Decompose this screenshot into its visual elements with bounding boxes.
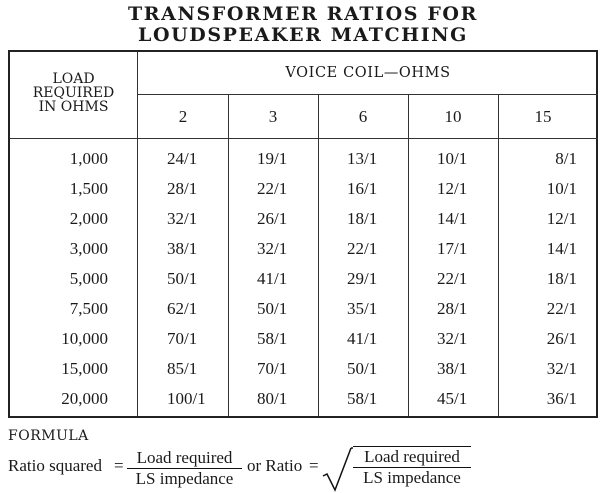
ratio-value: 38/1 [167, 239, 198, 258]
ratio-value: 58/1 [257, 329, 288, 348]
column-header: 2 [178, 107, 188, 126]
fraction-numerator: Load required [136, 448, 233, 467]
ratio-value: 22/1 [546, 299, 577, 318]
ratio-value: 19/1 [257, 149, 288, 168]
ratio-value: 12/1 [546, 209, 577, 228]
ratio-value: 35/1 [347, 299, 378, 318]
ratio-value: 50/1 [257, 299, 288, 318]
voice-coil-header: VOICE COIL—OHMS [285, 65, 451, 81]
fraction-numerator: Load required [364, 447, 460, 466]
ratio-table [8, 50, 598, 418]
ratio-value: 100/1 [167, 389, 206, 408]
ratio-value: 45/1 [437, 389, 468, 408]
load-value: 5,000 [69, 269, 108, 288]
page-title-line-2: LOUDSPEAKER MATCHING [137, 24, 469, 46]
ratio-value: 29/1 [347, 269, 378, 288]
ratio-value: 26/1 [546, 329, 577, 348]
ratio-value: 14/1 [546, 239, 577, 258]
formula-lhs: Ratio squared [8, 456, 102, 475]
ratio-value: 80/1 [257, 389, 288, 408]
square-root-icon [321, 446, 353, 492]
divider [137, 52, 138, 416]
ratio-value: 18/1 [347, 209, 378, 228]
ratio-value: 24/1 [167, 149, 198, 168]
load-value: 7,500 [69, 299, 108, 318]
ratio-value: 12/1 [437, 179, 468, 198]
column-header: 6 [358, 107, 368, 126]
ratio-value: 32/1 [546, 359, 577, 378]
load-header-line: LOAD [52, 71, 95, 87]
ratio-value: 41/1 [257, 269, 288, 288]
load-value: 2,000 [69, 209, 108, 228]
load-value: 3,000 [69, 239, 108, 258]
ratio-value: 70/1 [257, 359, 288, 378]
ratio-value: 8/1 [555, 149, 577, 168]
ratio-value: 32/1 [257, 239, 288, 258]
ratio-value: 17/1 [437, 239, 468, 258]
ratio-value: 41/1 [347, 329, 378, 348]
ratio-value: 28/1 [437, 299, 468, 318]
ratio-value: 36/1 [546, 389, 577, 408]
equals-sign: = [309, 456, 319, 475]
load-value: 10,000 [61, 329, 108, 348]
equals-sign: = [114, 456, 124, 475]
ratio-value: 32/1 [437, 329, 468, 348]
ratio-value: 58/1 [347, 389, 378, 408]
ratio-value: 10/1 [437, 149, 468, 168]
formula-or-ratio: or Ratio [247, 456, 303, 475]
ratio-value: 26/1 [257, 209, 288, 228]
load-header-line: IN OHMS [38, 99, 109, 115]
ratio-value: 22/1 [347, 239, 378, 258]
ratio-value: 70/1 [167, 329, 198, 348]
fraction-denominator: LS impedance [353, 467, 471, 488]
load-column-header [10, 72, 137, 114]
load-value: 1,000 [69, 149, 108, 168]
ratio-value: 18/1 [546, 269, 577, 288]
ratio-value: 14/1 [437, 209, 468, 228]
ratio-value: 62/1 [167, 299, 198, 318]
ratio-value: 50/1 [167, 269, 198, 288]
formula-label: FORMULA [8, 428, 89, 444]
ratio-value: 13/1 [347, 149, 378, 168]
load-value: 1,500 [69, 179, 108, 198]
column-header: 10 [444, 107, 462, 126]
ratio-value: 85/1 [167, 359, 198, 378]
ratio-value: 28/1 [167, 179, 198, 198]
ratio-value: 22/1 [437, 269, 468, 288]
column-header: 3 [268, 107, 278, 126]
load-value: 20,000 [61, 389, 108, 408]
ratio-value: 32/1 [167, 209, 198, 228]
fraction [353, 446, 471, 488]
ratio-value: 38/1 [437, 359, 468, 378]
load-value: 15,000 [61, 359, 108, 378]
load-header-line: REQUIRED [32, 85, 115, 101]
column-header: 15 [534, 107, 552, 126]
divider [137, 94, 598, 95]
divider [10, 138, 598, 139]
page-title-line-1: TRANSFORMER RATIOS FOR [128, 3, 478, 25]
fraction [127, 448, 242, 489]
fraction-denominator: LS impedance [127, 468, 242, 489]
ratio-value: 22/1 [257, 179, 288, 198]
ratio-value: 50/1 [347, 359, 378, 378]
ratio-value: 10/1 [546, 179, 577, 198]
ratio-value: 16/1 [347, 179, 378, 198]
